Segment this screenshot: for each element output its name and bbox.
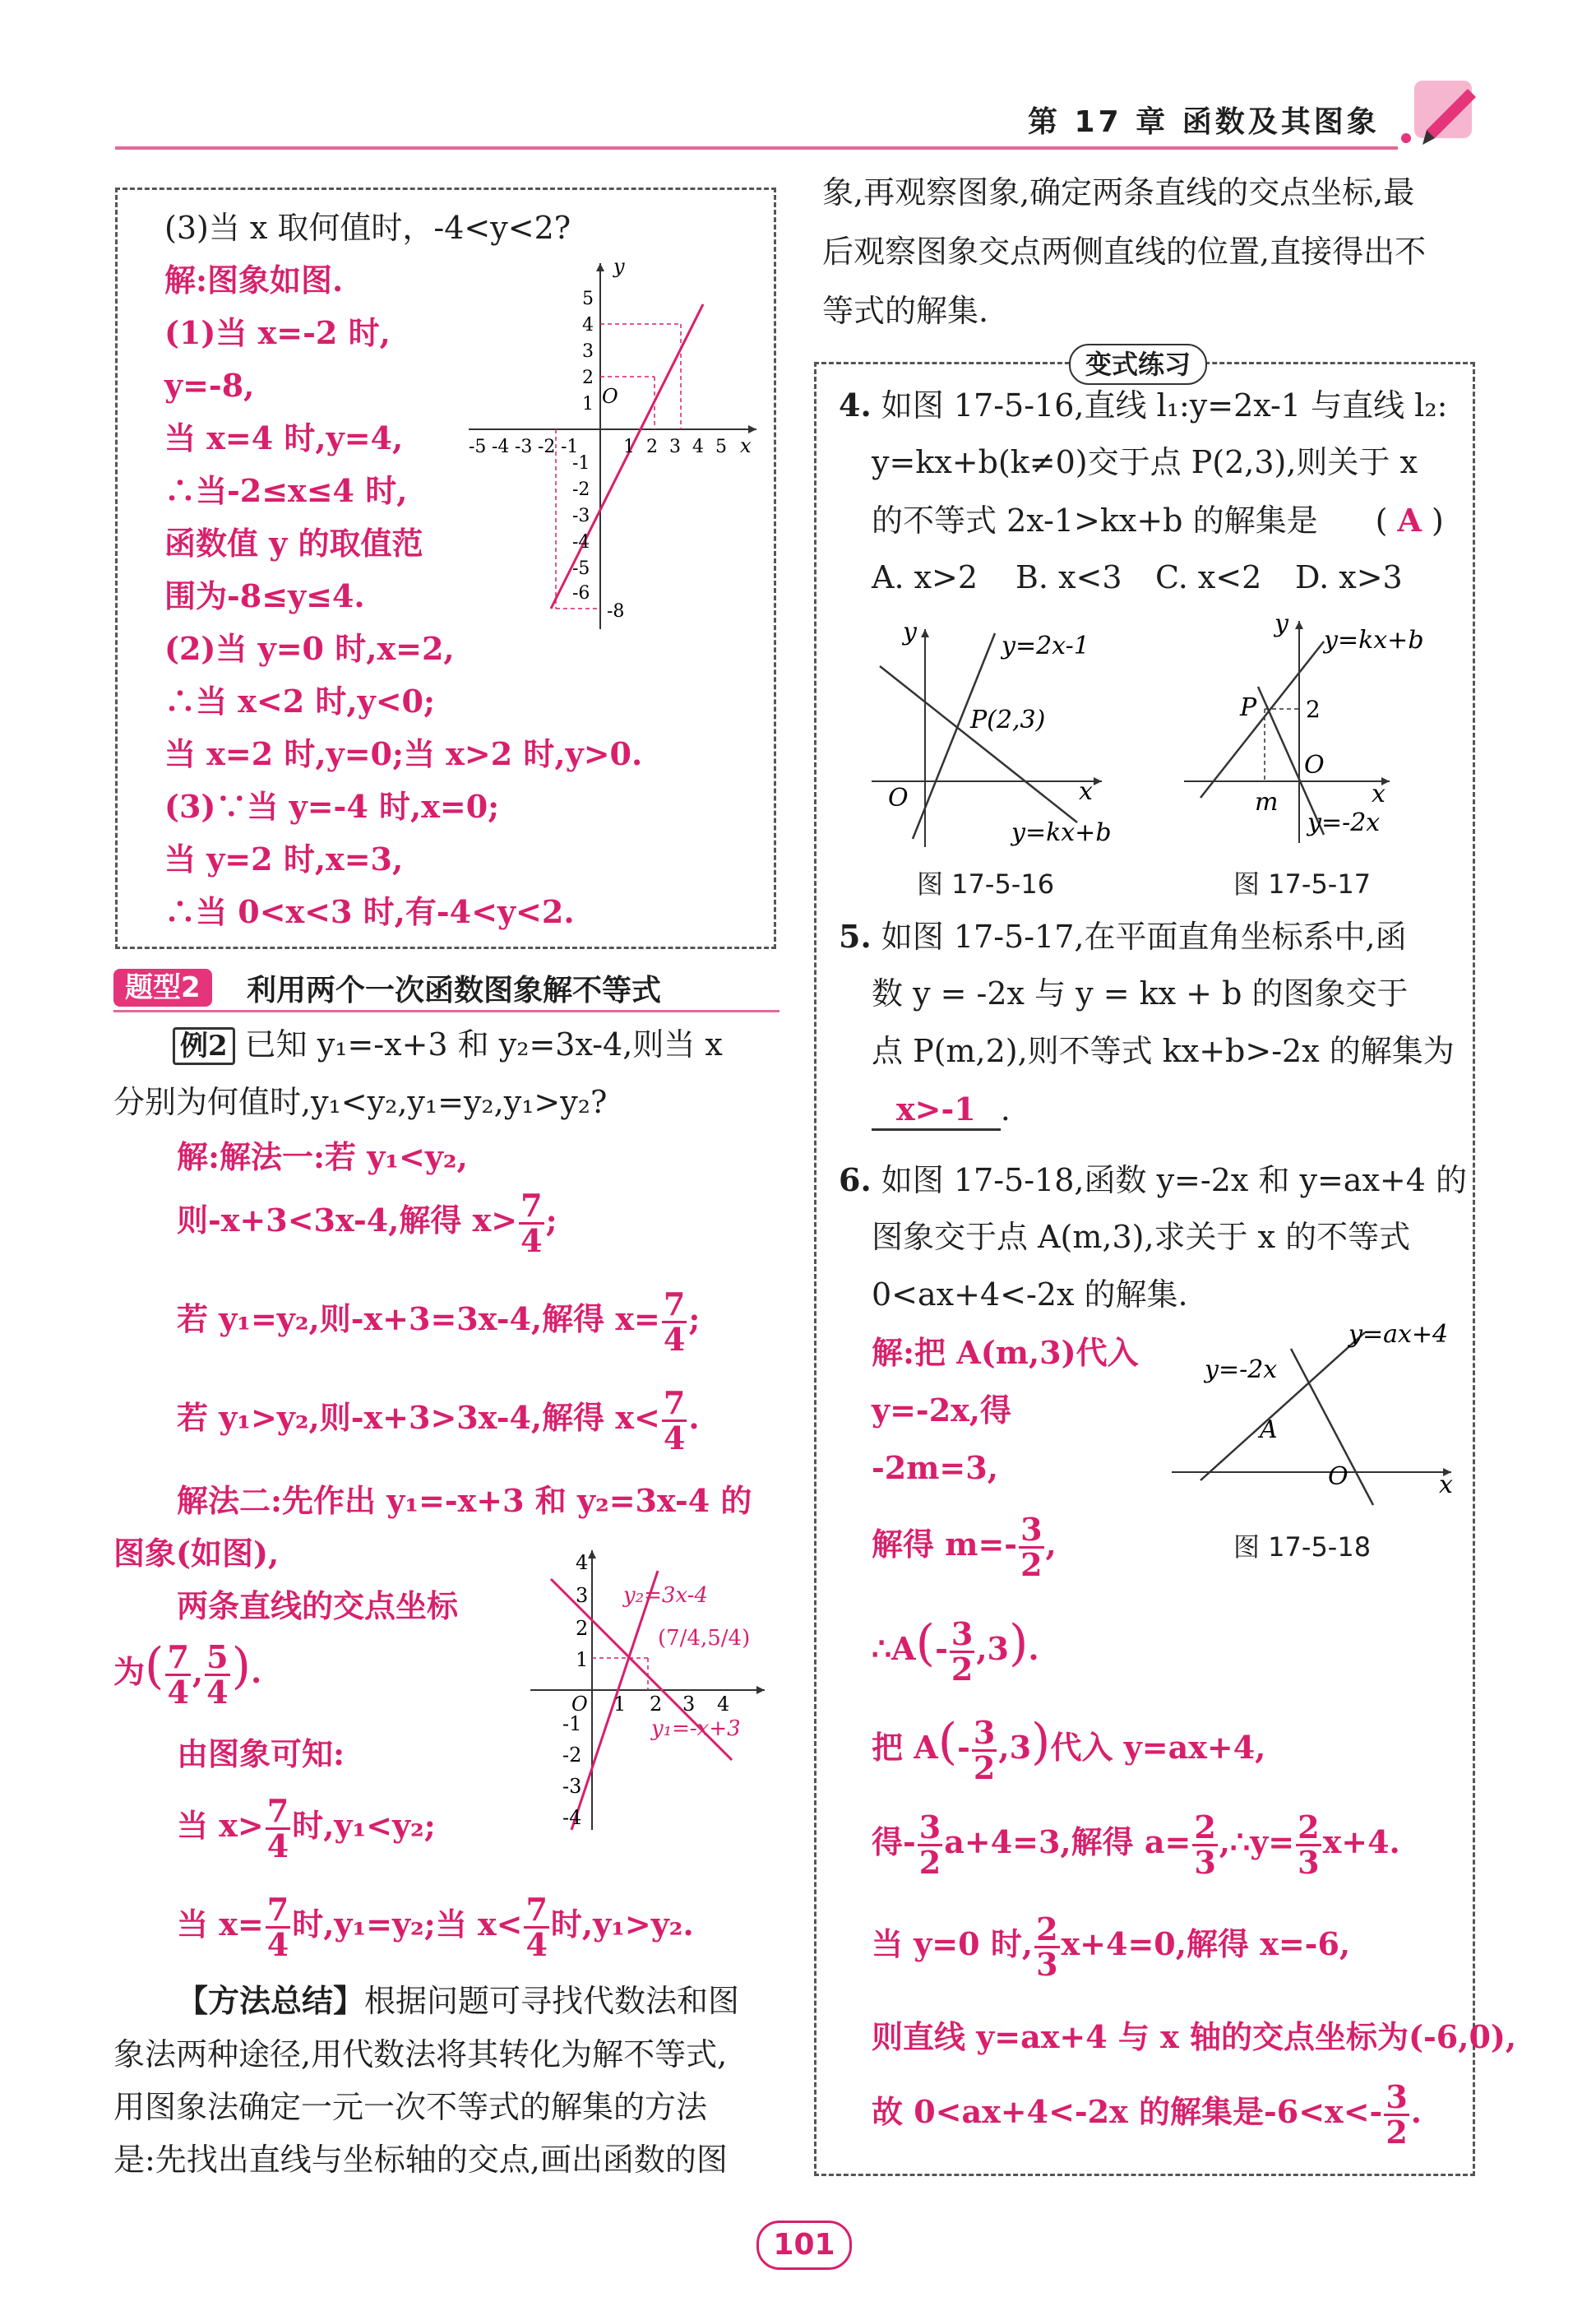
- option-b: B. x<3: [1015, 559, 1122, 595]
- option-a: A. x>2: [872, 559, 978, 595]
- tick-label: 1: [576, 1648, 589, 1671]
- tick-label: 3: [582, 341, 594, 362]
- axis-label-x: x: [1079, 777, 1093, 806]
- point-label: P: [1240, 693, 1257, 722]
- tick-label: 1: [582, 394, 594, 414]
- tick-label: -2: [538, 437, 556, 457]
- frac-num: 7: [663, 1285, 686, 1322]
- tick-label: 4: [582, 315, 594, 336]
- frac-den: 2: [951, 1651, 974, 1688]
- tick-label: 2: [650, 1693, 663, 1716]
- method2-line: 为: [113, 1653, 146, 1690]
- solution-line: 解:图象如图.: [164, 262, 344, 299]
- tick-label: 2: [1306, 696, 1321, 723]
- line-label: y=ax+4: [1349, 1320, 1449, 1349]
- solution-line: 当 x=4 时,y=4,: [164, 419, 404, 456]
- tick-label: -4: [572, 532, 590, 553]
- tick-label: 4: [692, 437, 704, 457]
- line-label: y=-2x: [1307, 808, 1381, 837]
- origin-label: O: [888, 784, 909, 813]
- figure-17-5-18: [1168, 1316, 1464, 1513]
- tick-label: 1: [613, 1693, 627, 1716]
- question-text: 数 y = -2x 与 y = kx + b 的图象交于: [872, 975, 1409, 1012]
- solution-line: 则直线 y=ax+4 与 x 轴的交点坐标为(-6,0),: [872, 2018, 1517, 2055]
- summary-cont: 等式的解集.: [822, 293, 989, 329]
- tick-label: -1: [572, 453, 590, 474]
- figure-caption: 图 17-5-18: [1233, 1531, 1372, 1563]
- solution-line: x+4=0,解得 x=-6,: [1061, 1924, 1351, 1962]
- point-label: (7/4,5/4): [658, 1626, 751, 1651]
- frac-num: 7: [266, 1792, 289, 1829]
- frac-den: 4: [167, 1674, 189, 1711]
- frac-num: 5: [206, 1638, 229, 1676]
- axis-label-y: y: [613, 255, 625, 278]
- solution-line: ,∴y=: [1219, 1822, 1295, 1860]
- line-label: y=kx+b: [1324, 626, 1424, 655]
- question-text: 0<ax+4<-2x 的解集.: [872, 1276, 1188, 1313]
- tick-label: m: [1255, 788, 1279, 817]
- solution-line: x+4.: [1322, 1822, 1400, 1860]
- solution-line: (3)∵当 y=-4 时,x=0;: [164, 788, 500, 825]
- frac-num: 2: [1194, 1809, 1216, 1846]
- solution-line: ,3: [998, 1729, 1032, 1766]
- option-c: C. x<2: [1155, 559, 1262, 595]
- line-label: y=-2x: [1205, 1355, 1278, 1384]
- example-tag: 例2: [173, 1027, 235, 1065]
- practice-badge: 变式练习: [1069, 344, 1207, 385]
- example-question-cont: 分别为何值时,y₁<y₂,y₁=y₂,y₁>y₂?: [113, 1084, 608, 1120]
- frac-den: 2: [1386, 2113, 1408, 2151]
- tick-label: 2: [646, 437, 658, 457]
- frac-num: 7: [663, 1384, 686, 1421]
- tick-label: -1: [561, 437, 579, 457]
- tick-label: -3: [515, 437, 533, 457]
- solution-line: ∴当-2≤x≤4 时,: [164, 472, 408, 509]
- solution-line: 解:把 A(m,3)代入: [872, 1334, 1139, 1371]
- frac-den: 3: [1298, 1843, 1320, 1881]
- summary-line: 是:先找出直线与坐标轴的交点,画出函数的图: [113, 2142, 728, 2178]
- frac-num: 3: [973, 1714, 996, 1752]
- chapter-header: 第 17 章 函数及其图象: [1028, 105, 1380, 139]
- method1-line: 若 y₁>y₂,则-x+3>3x-4,解得 x<: [177, 1398, 660, 1436]
- tick-label: -2: [572, 479, 590, 500]
- frac-num: 2: [1298, 1809, 1320, 1846]
- line-label: y₂=3x-4: [623, 1583, 708, 1608]
- point-label: P(2,3): [970, 706, 1046, 734]
- tick-label: 4: [717, 1693, 730, 1716]
- axis-label-x: x: [740, 434, 752, 457]
- solution-line: y=-2x,得: [872, 1392, 1012, 1429]
- figure-caption: 图 17-5-16: [917, 868, 1055, 900]
- tick-label: -5: [572, 558, 590, 579]
- line-label: y=2x-1: [1002, 632, 1089, 660]
- method1-line: 则-x+3<3x-4,解得 x>: [177, 1201, 518, 1239]
- frac-num: 7: [167, 1638, 189, 1676]
- solution-line: ∴当 0<x<3 时,有-4<y<2.: [164, 893, 575, 930]
- solution-line: -2m=3,: [872, 1449, 998, 1486]
- question-text: 如图 17-5-17,在平面直角坐标系中,函: [881, 919, 1407, 955]
- origin-label: O: [602, 385, 618, 408]
- solution-line: 得-: [872, 1822, 916, 1860]
- method1-line: 解:解法一:若 y₁<y₂,: [177, 1138, 468, 1175]
- line-label: y₁=-x+3: [651, 1716, 741, 1741]
- question-number: 5.: [839, 918, 872, 955]
- example-question: 已知 y₁=-x+3 和 y₂=3x-4,则当 x: [244, 1026, 723, 1063]
- frac-den: 2: [1020, 1545, 1043, 1583]
- frac-num: 7: [266, 1891, 289, 1928]
- origin-label: O: [571, 1693, 588, 1716]
- pencil-decoration-icon: [1390, 72, 1497, 155]
- origin-label: O: [1328, 1462, 1349, 1491]
- tick-label: 4: [576, 1551, 589, 1574]
- axis-label-x: x: [1439, 1470, 1453, 1499]
- tick-label: 3: [682, 1693, 696, 1716]
- frac-num: 3: [951, 1615, 974, 1653]
- frac-num: 7: [520, 1187, 543, 1224]
- solution-line: (2)当 y=0 时,x=2,: [164, 630, 455, 667]
- fill-in-answer: x>-1: [872, 1091, 1001, 1131]
- solution-line: ∴A: [872, 1630, 916, 1667]
- frac-num: 3: [918, 1809, 941, 1846]
- frac-num: 3: [1386, 2078, 1408, 2115]
- axis-label-x: x: [1372, 780, 1386, 808]
- tick-label: -6: [572, 583, 590, 604]
- figure-caption: 图 17-5-17: [1233, 868, 1372, 900]
- solution-line: ∴当 x<2 时,y<0;: [164, 683, 436, 720]
- solution-line: 把 A: [872, 1729, 938, 1766]
- option-d: D. x>3: [1295, 559, 1403, 595]
- section-title: 利用两个一次函数图象解不等式: [247, 974, 662, 1007]
- tick-label: -3: [562, 1775, 582, 1798]
- frac-den: 4: [266, 1827, 289, 1864]
- summary-cont: 象,再观察图象,确定两条直线的交点坐标,最: [822, 174, 1415, 211]
- method2-line: 时,y₁<y₂;: [292, 1806, 436, 1844]
- method2-line: 解法二:先作出 y₁=-x+3 和 y₂=3x-4 的: [177, 1482, 752, 1519]
- method2-line: 由图象可知:: [177, 1735, 345, 1772]
- summary-label: 【方法总结】: [177, 1982, 365, 2019]
- tick-label: 3: [576, 1584, 589, 1607]
- question-text: y=kx+b(k≠0)交于点 P(2,3),则关于 x: [872, 444, 1418, 480]
- frac-den: 3: [1194, 1843, 1216, 1881]
- tick-label: -4: [562, 1806, 582, 1829]
- point-label: A: [1260, 1415, 1278, 1444]
- solution-line: ,3: [976, 1630, 1009, 1667]
- tick-label: 5: [715, 437, 727, 457]
- question-number: 4.: [839, 387, 872, 424]
- solution-line: 代入 y=ax+4,: [1050, 1729, 1266, 1766]
- tick-label: -5: [469, 437, 487, 457]
- graph-two-lines: [526, 1546, 773, 1834]
- figure-17-5-16: [863, 617, 1151, 855]
- q3-text: (3)当 x 取何值时，-4<y<2?: [164, 210, 571, 246]
- question-text: 点 P(m,2),则不等式 kx+b>-2x 的解集为: [872, 1033, 1455, 1069]
- question-text: 如图 17-5-16,直线 l₁:y=2x-1 与直线 l₂:: [881, 387, 1448, 424]
- frac-den: 4: [266, 1925, 289, 1963]
- solution-line: (1)当 x=-2 时,: [164, 314, 391, 351]
- page-number: 101: [756, 2221, 852, 2270]
- frac-den: 4: [663, 1320, 686, 1358]
- solution-line: a+4=3,解得 a=: [944, 1822, 1191, 1860]
- question-text: 图象交于点 A(m,3),求关于 x 的不等式: [872, 1219, 1411, 1255]
- solution-line: 解得 m=-: [872, 1525, 1018, 1563]
- tick-label: -8: [607, 601, 625, 622]
- section-rule: [113, 1010, 779, 1012]
- tick-label: -2: [562, 1744, 582, 1767]
- origin-label: O: [1304, 751, 1325, 780]
- solution-line: 当 y=2 时,x=3,: [164, 841, 404, 878]
- method2-line: 两条直线的交点坐标: [177, 1587, 459, 1624]
- figure-17-5-17: [1176, 609, 1464, 847]
- header-rule: [115, 146, 1398, 150]
- tick-label: -1: [562, 1712, 582, 1735]
- frac-den: 4: [525, 1925, 548, 1963]
- section-badge: 题型2: [113, 969, 212, 1007]
- tick-label: 2: [582, 368, 594, 388]
- tick-label: 5: [582, 289, 594, 309]
- tick-label: 3: [669, 437, 681, 457]
- tick-label: -3: [572, 506, 590, 526]
- question-number: 6.: [839, 1161, 872, 1198]
- tick-label: 1: [623, 437, 635, 457]
- graph-y-range: [460, 255, 765, 633]
- method2-line: 图象(如图),: [113, 1535, 280, 1572]
- frac-den: 3: [1036, 1945, 1058, 1983]
- solution-line: y=-8,: [164, 367, 255, 404]
- summary-line: 象法两种途径,用代数法将其转化为解不等式,: [113, 2036, 728, 2072]
- solution-line: 当 x=2 时,y=0;当 x>2 时,y>0.: [164, 735, 643, 772]
- method2-line: 当 x=: [177, 1905, 264, 1943]
- frac-num: 3: [1020, 1511, 1043, 1548]
- frac-num: 2: [1036, 1910, 1058, 1947]
- question-text: 如图 17-5-18,函数 y=-2x 和 y=ax+4 的: [881, 1162, 1467, 1198]
- axis-label-y: y: [903, 618, 917, 646]
- line-label: y=kx+b: [1011, 818, 1112, 847]
- summary-cont: 后观察图象交点两侧直线的位置,直接得出不: [822, 234, 1427, 270]
- method2-line: 时,y₁>y₂.: [550, 1905, 694, 1943]
- answer-choice: A: [1397, 502, 1422, 539]
- solution-line: 函数值 y 的取值范: [164, 525, 423, 562]
- solution-line: 当 y=0 时,: [872, 1924, 1034, 1962]
- method2-line: 当 x>: [177, 1806, 264, 1844]
- frac-num: 7: [525, 1891, 548, 1928]
- method1-line: 若 y₁=y₂,则-x+3=3x-4,解得 x=: [177, 1299, 660, 1337]
- frac-den: 4: [520, 1221, 543, 1259]
- summary-line: 用图象法确定一元一次不等式的解集的方法: [113, 2089, 708, 2125]
- frac-den: 4: [663, 1419, 686, 1457]
- summary-line: 根据问题可寻找代数法和图: [364, 1983, 740, 2019]
- axis-label-y: y: [1274, 609, 1288, 638]
- frac-den: 2: [918, 1843, 941, 1881]
- frac-den: 2: [973, 1749, 996, 1786]
- tick-label: -4: [492, 437, 510, 457]
- frac-den: 4: [206, 1674, 229, 1711]
- solution-line: 围为-8≤y≤4.: [164, 577, 365, 614]
- question-text: 的不等式 2x-1>kx+b 的解集是: [872, 502, 1318, 539]
- tick-label: 2: [576, 1617, 589, 1640]
- method2-line: 时,y₁=y₂;当 x<: [292, 1905, 523, 1943]
- solution-line: 故 0<ax+4<-2x 的解集是-6<x<-: [872, 2092, 1383, 2130]
